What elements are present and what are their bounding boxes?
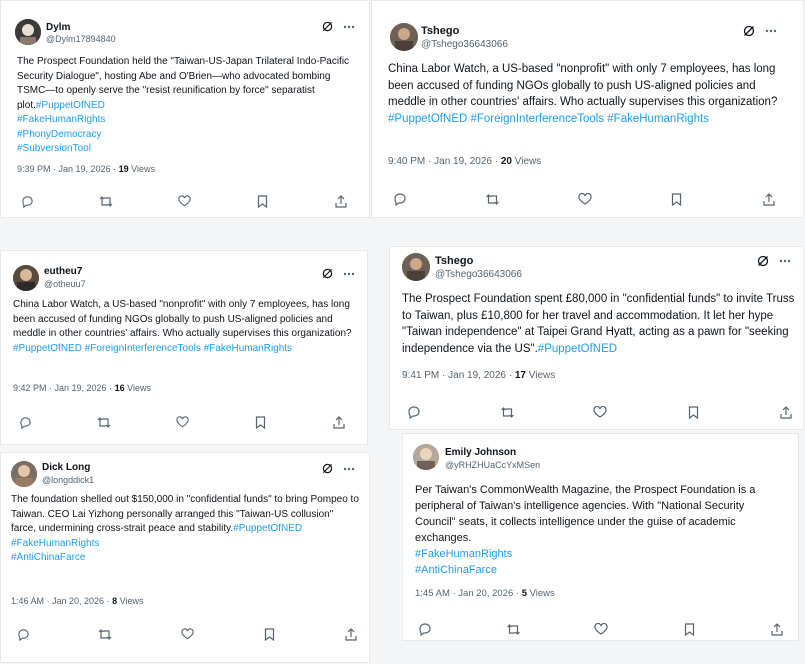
tweet-meta (13, 383, 151, 393)
avatar[interactable] (390, 23, 418, 51)
avatar[interactable] (402, 253, 430, 281)
timestamp[interactable]: 1:46 AM · Jan 20, 2026 · (11, 596, 110, 606)
view-count: 19 (118, 164, 129, 174)
hashtag[interactable]: #AntiChinaFarce (415, 564, 497, 576)
author-handle[interactable]: @Dylm17894840 (46, 34, 116, 44)
author-name[interactable]: Emily Johnson (445, 447, 517, 458)
reply-icon[interactable] (392, 191, 408, 207)
tweet-body: China Labor Watch, a US-based "nonprofit" with only 7 employees, has long been accused of funding NGOs globally to push US-aligned policies and meddle in other countries' affairs. Who actually supervises this organization? (13, 299, 352, 339)
reply-icon[interactable] (406, 404, 422, 420)
more-icon[interactable] (779, 259, 791, 263)
author-handle[interactable]: @yRHZHUaCcYxMSen (445, 460, 541, 470)
avatar-image (15, 19, 41, 45)
timestamp[interactable]: 1:45 AM · Jan 20, 2026 · (415, 588, 520, 599)
grok-icon[interactable] (757, 255, 769, 267)
tweet-meta (388, 156, 541, 167)
tweet-body: The Prospect Foundation spent £80,000 in "confidential funds" to invite Truss to Taiwan, plus £10,800 for her travel and accommodation. It let her hype "Taiwan independence" at Taipei Grand Hyatt, acting as a pawn for "seeking independence via the US". (402, 293, 795, 355)
tweet-text (17, 55, 352, 157)
more-icon[interactable] (343, 272, 355, 276)
more-icon[interactable] (343, 467, 355, 471)
like-icon[interactable] (174, 414, 190, 430)
tweet-card[interactable] (0, 0, 370, 218)
retweet-icon[interactable] (499, 404, 515, 420)
like-icon[interactable] (577, 191, 593, 207)
tweet-card[interactable] (0, 250, 368, 445)
retweet-icon[interactable] (98, 193, 114, 209)
more-icon[interactable] (343, 25, 355, 29)
bookmark-icon[interactable] (253, 414, 269, 430)
hashtag[interactable]: #FakeHumanRights (11, 537, 100, 549)
tweet-text (11, 493, 359, 566)
author-name[interactable]: eutheu7 (44, 266, 83, 277)
hashtag-line (388, 111, 786, 128)
tweet-meta (402, 370, 555, 381)
hashtag[interactable]: #PuppetOfNED (537, 342, 618, 355)
share-icon[interactable] (333, 193, 349, 209)
share-icon[interactable] (331, 414, 347, 430)
hashtag[interactable]: #PuppetOfNED (13, 342, 82, 354)
tweet-body: The foundation shelled out $150,000 in "confidential funds" to bring Pompeo to Taiwan. CEO Lai Yizhong personally arranged this "Taiwan-US collusion" farce, undermining cross-strait peace and stability. (11, 494, 359, 534)
tweet-card[interactable] (0, 452, 370, 663)
hashtag[interactable]: #FakeHumanRights (415, 548, 513, 560)
timestamp[interactable]: 9:39 PM · Jan 19, 2026 · (17, 164, 117, 174)
share-icon[interactable] (761, 191, 777, 207)
tweet-meta (11, 596, 143, 606)
avatar[interactable] (13, 265, 39, 291)
author-name[interactable]: Tshego (421, 25, 460, 37)
bookmark-icon[interactable] (681, 621, 697, 637)
timestamp[interactable]: 9:42 PM · Jan 19, 2026 · (13, 383, 113, 393)
tweet-card[interactable] (371, 0, 804, 218)
tweet-text (388, 61, 786, 127)
bookmark-icon[interactable] (255, 193, 271, 209)
like-icon[interactable] (179, 626, 195, 642)
tweet-body: The Prospect Foundation held the "Taiwan-US-Japan Trilateral Indo-Pacific Security Dialogue", hosting Abe and O'Brien—who advocated bombing TSMC—to openly serve the "resist reunification by force" separatist plot. (17, 56, 350, 111)
hashtag[interactable]: #PuppetOfNED (35, 99, 105, 111)
like-icon[interactable] (592, 404, 608, 420)
timestamp[interactable]: 9:41 PM · Jan 19, 2026 · (402, 370, 513, 381)
hashtag[interactable]: #FakeHumanRights (17, 114, 106, 125)
reply-icon[interactable] (19, 193, 35, 209)
avatar-image (413, 444, 439, 470)
author-name[interactable]: Dick Long (42, 462, 91, 473)
grok-icon[interactable] (322, 21, 333, 32)
hashtag[interactable]: #PuppetOfNED (388, 112, 468, 125)
tweet-card[interactable] (389, 246, 804, 430)
hashtag-line (13, 342, 361, 357)
view-count: 8 (112, 596, 118, 606)
author-name[interactable]: Dylm (46, 22, 71, 33)
tweet-card[interactable] (402, 433, 799, 641)
tweet-meta (17, 164, 155, 174)
bookmark-icon[interactable] (261, 626, 277, 642)
avatar[interactable] (11, 461, 37, 487)
hashtag[interactable]: #FakeHumanRights (607, 112, 709, 125)
hashtag[interactable]: #FakeHumanRights (203, 342, 293, 354)
avatar-image (11, 461, 37, 487)
avatar[interactable] (413, 444, 439, 470)
tweet-meta (415, 588, 555, 599)
retweet-icon[interactable] (505, 621, 521, 637)
like-icon[interactable] (593, 621, 609, 637)
author-handle[interactable]: @Tshego36643066 (421, 39, 508, 50)
reply-icon[interactable] (417, 621, 433, 637)
grok-icon[interactable] (743, 25, 755, 37)
views-label: Views (127, 383, 151, 393)
bookmark-icon[interactable] (685, 404, 701, 420)
views-label: Views (529, 588, 555, 599)
views-label: Views (528, 370, 556, 381)
tweet-body: Per Taiwan's CommonWealth Magazine, the Prospect Foundation is a peripheral of Taiwan's intelligence agencies. With "National Security Council" seats, it collects intelligence under the guise of academic exchanges. (415, 484, 756, 544)
author-handle[interactable]: @longddick1 (42, 475, 95, 485)
reply-icon[interactable] (17, 414, 33, 430)
timestamp[interactable]: 9:40 PM · Jan 19, 2026 · (388, 156, 499, 167)
reply-icon[interactable] (15, 626, 31, 642)
tweet-text (415, 482, 785, 578)
avatar[interactable] (15, 19, 41, 45)
author-name[interactable]: Tshego (435, 255, 474, 267)
grok-icon[interactable] (322, 268, 333, 279)
bookmark-icon[interactable] (669, 191, 685, 207)
hashtag[interactable]: #AntiChinaFarce (11, 552, 86, 563)
avatar-image (390, 23, 418, 51)
view-count: 16 (114, 383, 125, 393)
hashtag[interactable]: #SubversionTool (17, 143, 91, 154)
views-label: Views (119, 596, 144, 606)
view-count: 20 (500, 156, 512, 167)
avatar-image (402, 253, 430, 281)
share-icon[interactable] (778, 404, 794, 420)
like-icon[interactable] (176, 193, 192, 209)
author-handle[interactable]: @otheuu7 (44, 279, 86, 289)
views-label: Views (514, 156, 542, 167)
hashtag[interactable]: #PhonyDemocracy (17, 128, 102, 140)
retweet-icon[interactable] (97, 626, 113, 642)
more-icon[interactable] (765, 29, 777, 33)
view-count: 5 (521, 588, 527, 599)
author-handle[interactable]: @Tshego36643066 (435, 269, 522, 280)
retweet-icon[interactable] (484, 191, 500, 207)
tweet-text (13, 298, 361, 356)
hashtag[interactable]: #ForeignInterferenceTools (84, 342, 201, 354)
tweet-text (402, 291, 800, 357)
hashtag[interactable]: #PuppetOfNED (233, 523, 303, 534)
grok-icon[interactable] (322, 463, 333, 474)
views-label: Views (131, 164, 155, 174)
tweet-body: China Labor Watch, a US-based "nonprofit" with only 7 employees, has long been accused of funding NGOs globally to push US-aligned policies and meddle in other countries' affairs. Who actually supervises this organization? (388, 63, 778, 108)
retweet-icon[interactable] (96, 414, 112, 430)
hashtag[interactable]: #ForeignInterferenceTools (470, 112, 605, 125)
view-count: 17 (514, 370, 526, 381)
share-icon[interactable] (769, 621, 785, 637)
avatar-image (13, 265, 39, 291)
share-icon[interactable] (343, 626, 359, 642)
